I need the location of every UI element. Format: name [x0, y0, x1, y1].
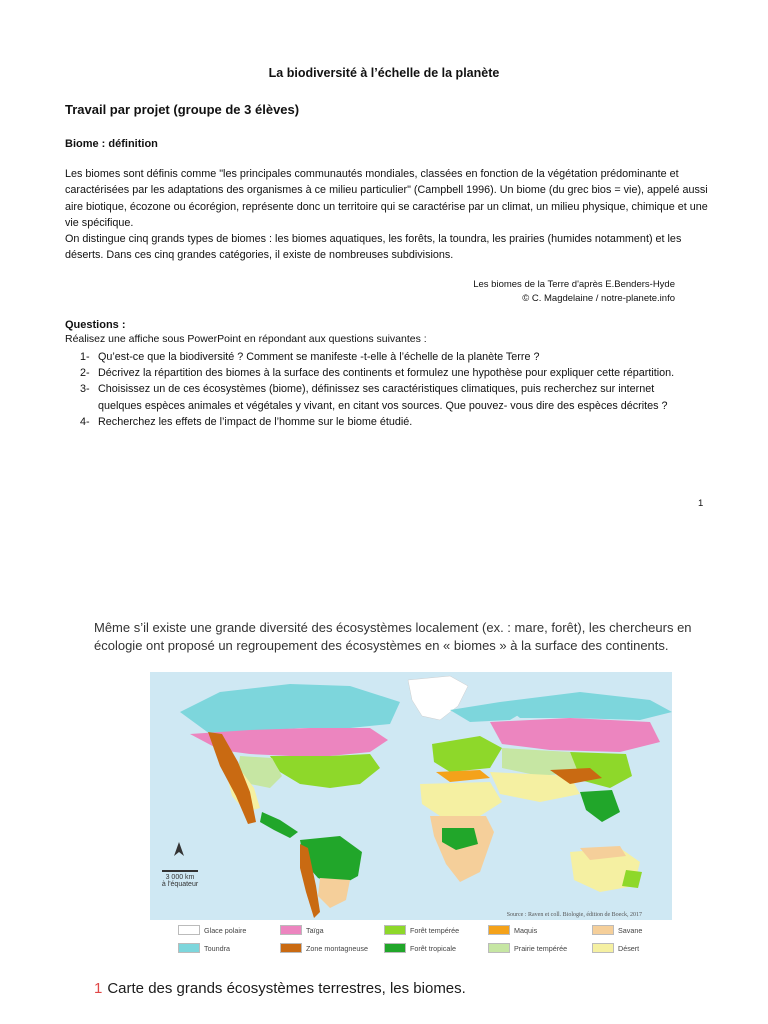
- legend-label: Zone montagneuse: [306, 943, 368, 953]
- question-item: [80, 381, 690, 413]
- map-source: Source : Raven et coll. Biologie, édition de Boeck, 2017: [506, 912, 642, 918]
- question-text: Décrivez la répartition des biomes à la surface des continents et formulez une hypothèse pour expliquer cette répartition.: [98, 367, 675, 380]
- legend-item: [384, 925, 459, 935]
- source-credit: [473, 278, 675, 306]
- north-america-temperate: [270, 754, 380, 788]
- legend-label: Taïga: [306, 925, 324, 935]
- legend-item: [384, 943, 456, 953]
- legend-item: [488, 943, 567, 953]
- scale-bar: [162, 870, 198, 872]
- map-legend: [178, 925, 678, 959]
- page-number: 1: [698, 498, 704, 509]
- question-number: 1-: [80, 351, 90, 363]
- legend-label: Savane: [618, 925, 643, 935]
- question-text: Qu’est-ce que la biodiversité ? Comment se manifeste -t-elle à l’échelle de la planète Terre ?: [98, 351, 540, 363]
- legend-swatch: [592, 925, 614, 935]
- scale-label: 3 000 km: [165, 874, 195, 881]
- legend-item: [488, 925, 537, 935]
- legend-swatch: [280, 925, 302, 935]
- legend-swatch: [592, 943, 614, 953]
- definition-text-1: Les biomes sont définis comme "les principales communautés mondiales, classées en fonction de la végétation prédominante et caractérisées par les adaptations des organismes à ce milieu particulier" (Campbell 1996). Un biome (du grec bios = vie), appelé aussi aire biotique, écozone ou écorégion, représente donc un territoire qui se caractérise par un climat, un milieu physique, chimique et une vie spécifique.: [65, 168, 708, 229]
- map-intro-text: Même s’il existe une grande diversité des écosystèmes localement (ex. : mare, forêt), les chercheurs en écologie ont proposé un regroupement des écosystèmes en « biomes » à la surface des continents.: [94, 620, 692, 653]
- questions-heading: Questions :: [65, 319, 126, 331]
- question-text: Choisissez un de ces écosystèmes (biome), définissez ses caractéristiques climatiques, puis recherchez sur internet quelques espèces animales et végétales y vivant, en citant vos sources. Que pouvez- vous dire des espèces décrites ?: [98, 383, 668, 412]
- question-item: [80, 365, 690, 381]
- legend-swatch: [280, 943, 302, 953]
- asia-taiga: [490, 718, 660, 752]
- map-scale: [160, 868, 200, 888]
- document-title: La biodiversité à l’échelle de la planète: [268, 66, 500, 80]
- questions-intro: Réalisez une affiche sous PowerPoint en répondant aux questions suivantes :: [65, 333, 427, 345]
- question-number: 3-: [80, 383, 90, 396]
- legend-item: [592, 943, 639, 953]
- north-america-tundra: [180, 684, 400, 734]
- legend-item: [280, 943, 368, 953]
- source-line-2: © C. Magdelaine / notre-planete.info: [522, 293, 675, 304]
- legend-label: Désert: [618, 943, 640, 953]
- asia-tundra: [500, 692, 672, 720]
- legend-item: [280, 925, 324, 935]
- africa-savanna: [430, 816, 494, 882]
- definition-heading: Biome : définition: [65, 138, 158, 150]
- question-number: 4-: [80, 415, 90, 428]
- question-number: 2-: [80, 367, 90, 380]
- africa-desert: [420, 782, 502, 816]
- north-arrow-icon: [169, 840, 189, 860]
- source-line-1: Les biomes de la Terre d'après E.Benders-Hyde: [473, 279, 675, 290]
- legend-item: [592, 925, 642, 935]
- question-item: [80, 349, 690, 365]
- legend-label: Maquis: [514, 925, 538, 935]
- world-map-illustration: [150, 672, 672, 920]
- asia-tropical-forest: [580, 790, 620, 822]
- legend-label: Toundra: [204, 943, 230, 953]
- definition-text-2: On distingue cinq grands types de biomes : les biomes aquatiques, les forêts, la toundra, les prairies (humides notamment) et les déserts. Dans ces cinq grandes catégories, il existe de nombreuses subdivisions.: [65, 233, 682, 262]
- mediterranean-maquis: [436, 770, 490, 782]
- question-text: Recherchez les effets de l’impact de l’homme sur le biome étudié.: [98, 415, 413, 428]
- legend-swatch: [488, 925, 510, 935]
- legend-swatch: [384, 925, 406, 935]
- questions-list: [80, 349, 690, 430]
- legend-label: Glace polaire: [204, 925, 247, 935]
- legend-swatch: [178, 943, 200, 953]
- legend-swatch: [488, 943, 510, 953]
- scale-sub: à l'équateur: [161, 881, 199, 888]
- legend-label: Forêt tropicale: [410, 943, 456, 953]
- legend-swatch: [384, 943, 406, 953]
- legend-swatch: [178, 925, 200, 935]
- south-america-savanna: [318, 878, 350, 908]
- europe-temperate: [432, 736, 502, 772]
- central-america-forest: [260, 812, 298, 838]
- project-subtitle: Travail par projet (groupe de 3 élèves): [65, 102, 300, 117]
- caption-text: Carte des grands écosystèmes terrestres, les biomes.: [107, 980, 466, 997]
- legend-item: [178, 943, 230, 953]
- legend-label: Prairie tempérée: [514, 943, 568, 953]
- definition-paragraph: [65, 166, 715, 264]
- legend-item: [178, 925, 246, 935]
- figure-caption: [94, 980, 466, 997]
- question-item: [80, 414, 690, 430]
- legend-label: Forêt tempérée: [410, 925, 460, 935]
- biome-world-map: [150, 672, 672, 920]
- caption-number: 1: [94, 980, 103, 997]
